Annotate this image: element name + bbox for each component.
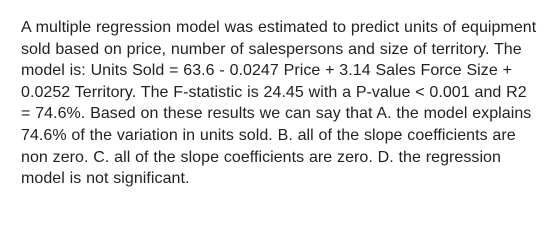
question-text: A multiple regression model was estimated to predict units of equipment sold based on price, number of salespersons and size of territory. The model is: Units Sold = 63.6 - 0.0247 Price + 3.14 Sales Force Size + 0.0252 Territory. The F-statistic is 24.45 with a P-value < 0.001 and R2 = 74.6%. Based on these results we can say that A. the model explains 74.6% of the variation in units sold. B. all of the slope coefficients are non zero. C. all of the slope coefficients are zero. D. the regression model is not significant. [21, 19, 537, 188]
